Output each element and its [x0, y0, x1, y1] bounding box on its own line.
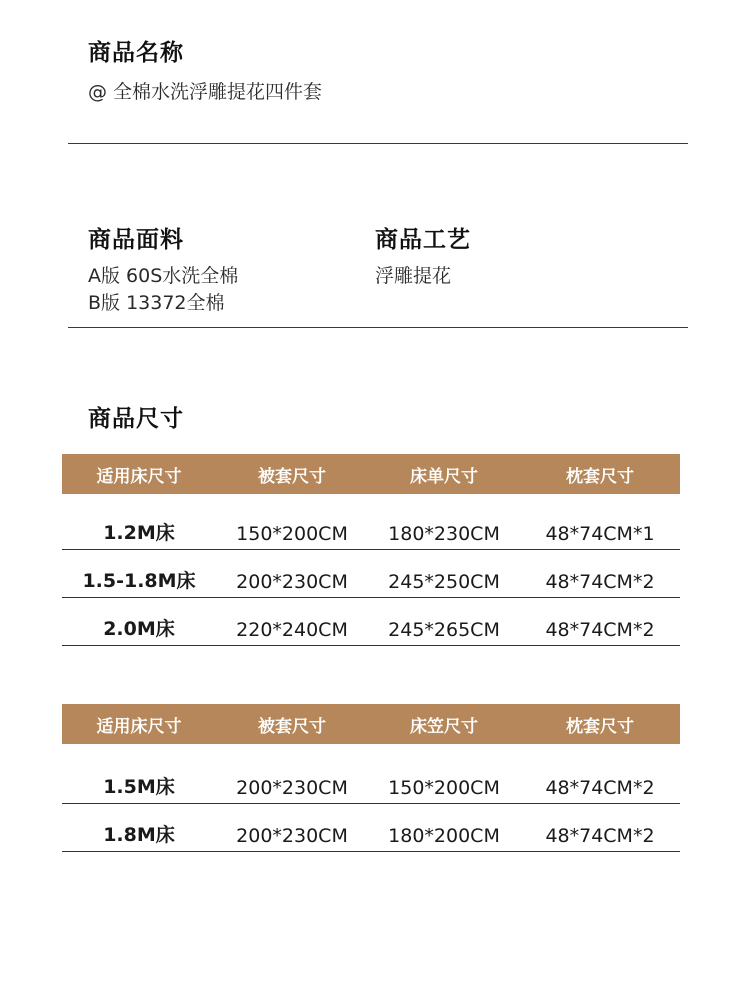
bed-size-cell: 1.2M床: [103, 522, 175, 544]
table-cell: 150*200CM: [388, 777, 500, 799]
bed-size-cell: 1.5-1.8M床: [82, 570, 196, 592]
craft-value: 浮雕提花: [375, 265, 452, 287]
size-heading: 商品尺寸: [88, 406, 184, 432]
fabric-line-a: A版 60S水洗全棉: [88, 265, 239, 287]
table-row: [62, 804, 680, 852]
table-cell: 245*250CM: [388, 571, 500, 593]
table-cell: 245*265CM: [388, 619, 500, 641]
header-cell: 被套尺寸: [258, 716, 326, 737]
divider: [68, 143, 688, 144]
table-cell: 48*74CM*1: [545, 523, 655, 545]
size-table-1: [62, 454, 680, 646]
size-table-2: [62, 704, 680, 852]
table-row: [62, 494, 680, 550]
bed-size-cell: 2.0M床: [103, 618, 175, 640]
header-cell: 被套尺寸: [258, 466, 326, 487]
fabric-heading: 商品面料: [88, 227, 184, 253]
product-name-heading: 商品名称: [88, 40, 184, 66]
table-row: [62, 598, 680, 646]
table-cell: 200*230CM: [236, 571, 348, 593]
fabric-line-b: B版 13372全棉: [88, 292, 225, 314]
table-row: [62, 550, 680, 598]
table-cell: 180*200CM: [388, 825, 500, 847]
table-row: [62, 744, 680, 804]
craft-heading: 商品工艺: [375, 227, 471, 253]
table-cell: 48*74CM*2: [545, 825, 655, 847]
bed-size-cell: 1.5M床: [103, 776, 175, 798]
header-cell: 枕套尺寸: [566, 716, 634, 737]
divider: [68, 327, 688, 328]
header-cell: 枕套尺寸: [566, 466, 634, 487]
table-cell: 48*74CM*2: [545, 619, 655, 641]
table-cell: 180*230CM: [388, 523, 500, 545]
table-cell: 200*230CM: [236, 825, 348, 847]
table-header: [62, 454, 680, 494]
header-cell: 适用床尺寸: [96, 716, 182, 737]
bed-size-cell: 1.8M床: [103, 824, 175, 846]
table-header: [62, 704, 680, 744]
product-name-value: @ 全棉水洗浮雕提花四件套: [88, 81, 323, 103]
header-cell: 床笠尺寸: [410, 716, 478, 737]
table-cell: 220*240CM: [236, 619, 348, 641]
header-cell: 床单尺寸: [410, 466, 478, 487]
header-cell: 适用床尺寸: [96, 466, 182, 487]
table-cell: 48*74CM*2: [545, 777, 655, 799]
table-cell: 150*200CM: [236, 523, 348, 545]
table-cell: 48*74CM*2: [545, 571, 655, 593]
table-cell: 200*230CM: [236, 777, 348, 799]
